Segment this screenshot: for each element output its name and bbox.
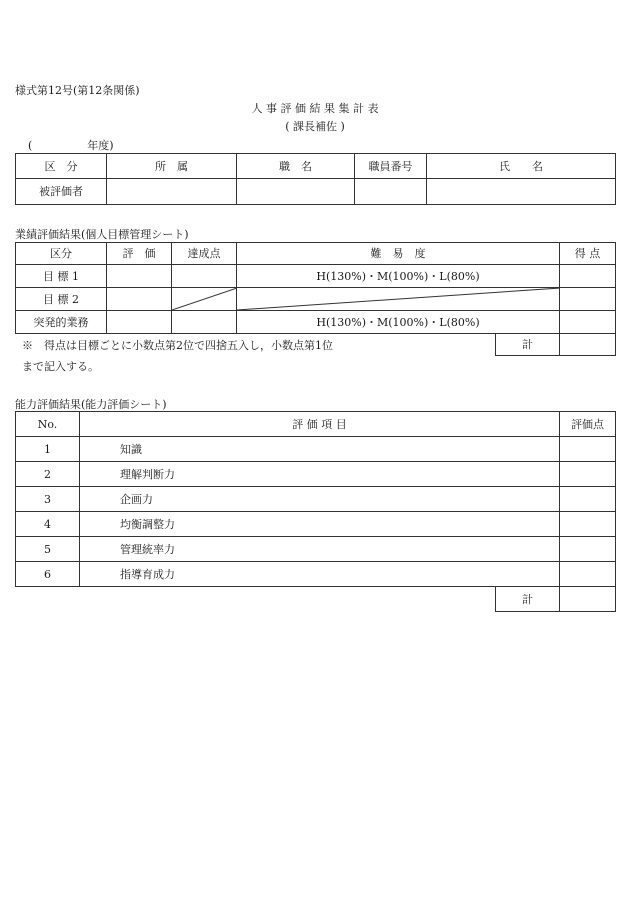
ability-no: 1 xyxy=(16,437,80,462)
ability-score[interactable] xyxy=(560,562,616,587)
goal-1-tokuten[interactable] xyxy=(560,265,616,288)
goal-2-difficulty xyxy=(237,288,560,311)
performance-total xyxy=(495,333,616,356)
col-shokumei: 職 名 xyxy=(237,154,355,179)
col-shimei: 氏 名 xyxy=(427,154,616,179)
performance-section-title: 業績評価結果(個人目標管理シート) xyxy=(15,228,189,241)
perf-col-kubun: 区分 xyxy=(16,243,107,265)
ability-no: 5 xyxy=(16,537,80,562)
form-number: 様式第12号(第12条関係) xyxy=(15,84,140,97)
page-subtitle: ( 課長補佐 ) xyxy=(285,120,345,133)
perf-col-hyoka: 評 価 xyxy=(107,243,172,265)
ability-col-item: 評 価 項 目 xyxy=(80,412,560,437)
ability-no: 2 xyxy=(16,462,80,487)
fiscal-year: ( 年度) xyxy=(28,139,114,152)
ability-score[interactable] xyxy=(560,462,616,487)
ability-no: 3 xyxy=(16,487,80,512)
shokumei-field[interactable] xyxy=(237,179,355,205)
goal-2-tokuten[interactable] xyxy=(560,288,616,311)
performance-total-value[interactable] xyxy=(560,334,616,356)
unexpected-work-tokuten[interactable] xyxy=(560,311,616,334)
ability-col-no: No. xyxy=(16,412,80,437)
col-shozoku: 所 属 xyxy=(107,154,237,179)
ability-item: 知識 xyxy=(80,437,560,462)
ability-total-value[interactable] xyxy=(560,587,616,612)
ability-total xyxy=(495,586,616,612)
unexpected-work-label: 突発的業務 xyxy=(16,311,107,334)
goal-2-label: 目 標 2 xyxy=(16,288,107,311)
unexpected-work-hyoka[interactable] xyxy=(107,311,172,334)
rounding-note-line2: まで記入する。 xyxy=(22,360,99,373)
ability-no: 6 xyxy=(16,562,80,587)
perf-col-tokuten: 得 点 xyxy=(560,243,616,265)
perf-col-nanido: 難 易 度 xyxy=(237,243,560,265)
evaluatee-label: 被評価者 xyxy=(16,179,107,205)
ability-item: 指導育成力 xyxy=(80,562,560,587)
shokuin-bango-field[interactable] xyxy=(355,179,427,205)
ability-no: 4 xyxy=(16,512,80,537)
ability-score[interactable] xyxy=(560,487,616,512)
rounding-note-line1: ※ 得点は目標ごとに小数点第2位で四捨五入し，小数点第1位 xyxy=(22,339,333,352)
goal-1-difficulty: H(130%)・M(100%)・L(80%) xyxy=(237,265,560,288)
shozoku-field[interactable] xyxy=(107,179,237,205)
shimei-field[interactable] xyxy=(427,179,616,205)
goal-1-tasseiten[interactable] xyxy=(172,265,237,288)
perf-col-tasseiten: 達成点 xyxy=(172,243,237,265)
ability-table xyxy=(15,411,616,587)
unexpected-work-tasseiten[interactable] xyxy=(172,311,237,334)
goal-1-label: 目 標 1 xyxy=(16,265,107,288)
ability-score[interactable] xyxy=(560,537,616,562)
col-shokuin-bango: 職員番号 xyxy=(355,154,427,179)
unexpected-work-difficulty: H(130%)・M(100%)・L(80%) xyxy=(237,311,560,334)
ability-item: 均衡調整力 xyxy=(80,512,560,537)
ability-score[interactable] xyxy=(560,512,616,537)
ability-section-title: 能力評価結果(能力評価シート) xyxy=(15,398,167,411)
performance-table xyxy=(15,242,616,334)
performance-total-label: 計 xyxy=(496,334,560,356)
goal-2-hyoka[interactable] xyxy=(107,288,172,311)
col-kubun: 区 分 xyxy=(16,154,107,179)
ability-item: 管理統率力 xyxy=(80,537,560,562)
ability-total-label: 計 xyxy=(496,587,560,612)
ability-item: 理解判断力 xyxy=(80,462,560,487)
diagonal-strike xyxy=(172,288,237,311)
goal-2-tasseiten xyxy=(172,288,237,311)
diagonal-strike xyxy=(237,288,560,311)
page-title: 人 事 評 価 結 果 集 計 表 xyxy=(251,102,379,115)
ability-score[interactable] xyxy=(560,437,616,462)
evaluatee-table xyxy=(15,153,616,205)
ability-item: 企画力 xyxy=(80,487,560,512)
ability-col-score: 評価点 xyxy=(560,412,616,437)
goal-1-hyoka[interactable] xyxy=(107,265,172,288)
